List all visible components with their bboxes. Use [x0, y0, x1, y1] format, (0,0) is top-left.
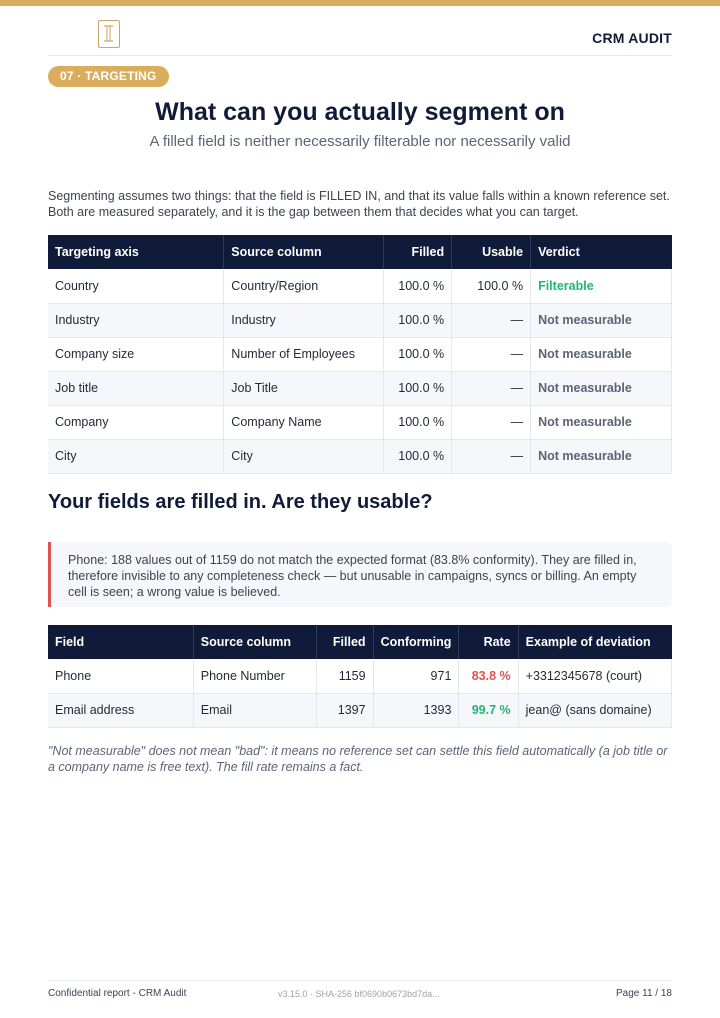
col-header-targeting-axis: Targeting axis: [48, 235, 224, 269]
cell-usable: 100.0 %: [452, 269, 531, 303]
cell-verdict: Not measurable: [531, 371, 672, 405]
cell-usable: —: [452, 303, 531, 337]
section-heading: Your fields are filled in. Are they usable?: [48, 491, 433, 513]
format-conformity-table: [48, 625, 672, 728]
col-header-conforming: Conforming: [373, 625, 459, 659]
cell-field: Phone: [48, 659, 193, 693]
table-row: [48, 337, 672, 371]
cell-filled: 100.0 %: [384, 371, 452, 405]
pillar-logo-icon: [98, 20, 120, 48]
cell-rate: 99.7 %: [459, 693, 518, 727]
col-header-verdict: Verdict: [531, 235, 672, 269]
cell-verdict: Not measurable: [531, 405, 672, 439]
page-header: [48, 18, 672, 56]
cell-usable: —: [452, 371, 531, 405]
col-header-usable: Usable: [452, 235, 531, 269]
cell-source: Phone Number: [193, 659, 316, 693]
warning-callout: Phone: 188 values out of 1159 do not match the expected format (83.8% conformity). They are filled in, therefore invisible to any completeness check — but unusable in campaigns, syncs or billing. An empty cell is seen; a wrong value is believed.: [48, 542, 672, 607]
cell-filled: 1397: [316, 693, 373, 727]
cell-source: Job Title: [224, 371, 384, 405]
table-header-row: [48, 235, 672, 269]
col-header-source-column: Source column: [224, 235, 384, 269]
cell-filled: 100.0 %: [384, 337, 452, 371]
table-header-row: [48, 625, 672, 659]
cell-rate: 83.8 %: [459, 659, 518, 693]
cell-conforming: 971: [373, 659, 459, 693]
targeting-table: [48, 235, 672, 474]
cell-filled: 100.0 %: [384, 269, 452, 303]
cell-axis: Company size: [48, 337, 224, 371]
cell-filled: 100.0 %: [384, 303, 452, 337]
col-header-filled: Filled: [316, 625, 373, 659]
cell-usable: —: [452, 337, 531, 371]
footer-confidential: Confidential report - CRM Audit: [48, 988, 187, 999]
page-footer: [48, 980, 672, 1004]
cell-field: Email address: [48, 693, 193, 727]
cell-usable: —: [452, 439, 531, 473]
page-subtitle: A filled field is neither necessarily filterable nor necessarily valid: [149, 133, 571, 150]
cell-axis: Company: [48, 405, 224, 439]
cell-filled: 1159: [316, 659, 373, 693]
col-header-source-column: Source column: [193, 625, 316, 659]
intro-paragraph: Segmenting assumes two things: that the field is FILLED IN, and that its value falls within a known reference set. Both are measured separately, and it is the gap between them that decides what you can target.: [48, 189, 670, 219]
col-header-field: Field: [48, 625, 193, 659]
cell-source: Industry: [224, 303, 384, 337]
col-header-filled: Filled: [384, 235, 452, 269]
top-accent-bar: [0, 0, 720, 6]
cell-axis: Country: [48, 269, 224, 303]
cell-axis: City: [48, 439, 224, 473]
cell-axis: Job title: [48, 371, 224, 405]
table-row: [48, 371, 672, 405]
cell-filled: 100.0 %: [384, 405, 452, 439]
cell-source: Number of Employees: [224, 337, 384, 371]
page-title: What can you actually segment on: [155, 98, 565, 126]
table-row: [48, 405, 672, 439]
section-badge: 07 · TARGETING: [48, 66, 169, 87]
footnote: "Not measurable" does not mean "bad": it means no reference set can settle this field automatically (a job title or a company name is free text). The fill rate remains a fact.: [48, 744, 668, 774]
cell-axis: Industry: [48, 303, 224, 337]
col-header-example: Example of deviation: [518, 625, 671, 659]
cell-source: Company Name: [224, 405, 384, 439]
table-row: [48, 439, 672, 473]
col-header-rate: Rate: [459, 625, 518, 659]
cell-conforming: 1393: [373, 693, 459, 727]
cell-example: +3312345678 (court): [518, 659, 671, 693]
cell-example: jean@ (sans domaine): [518, 693, 671, 727]
table-row: [48, 269, 672, 303]
brand-title: CRM AUDIT: [592, 30, 672, 46]
cell-verdict: Not measurable: [531, 439, 672, 473]
cell-usable: —: [452, 405, 531, 439]
cell-source: Country/Region: [224, 269, 384, 303]
table-row: [48, 303, 672, 337]
cell-source: City: [224, 439, 384, 473]
page-number: Page 11 / 18: [616, 988, 672, 999]
cell-source: Email: [193, 693, 316, 727]
footer-version: v3.15.0 · SHA-256 bf0690b0673bd7da...: [278, 989, 440, 999]
table-row: [48, 693, 672, 727]
cell-verdict: Not measurable: [531, 337, 672, 371]
cell-filled: 100.0 %: [384, 439, 452, 473]
cell-verdict: Filterable: [531, 269, 672, 303]
table-row: [48, 659, 672, 693]
cell-verdict: Not measurable: [531, 303, 672, 337]
